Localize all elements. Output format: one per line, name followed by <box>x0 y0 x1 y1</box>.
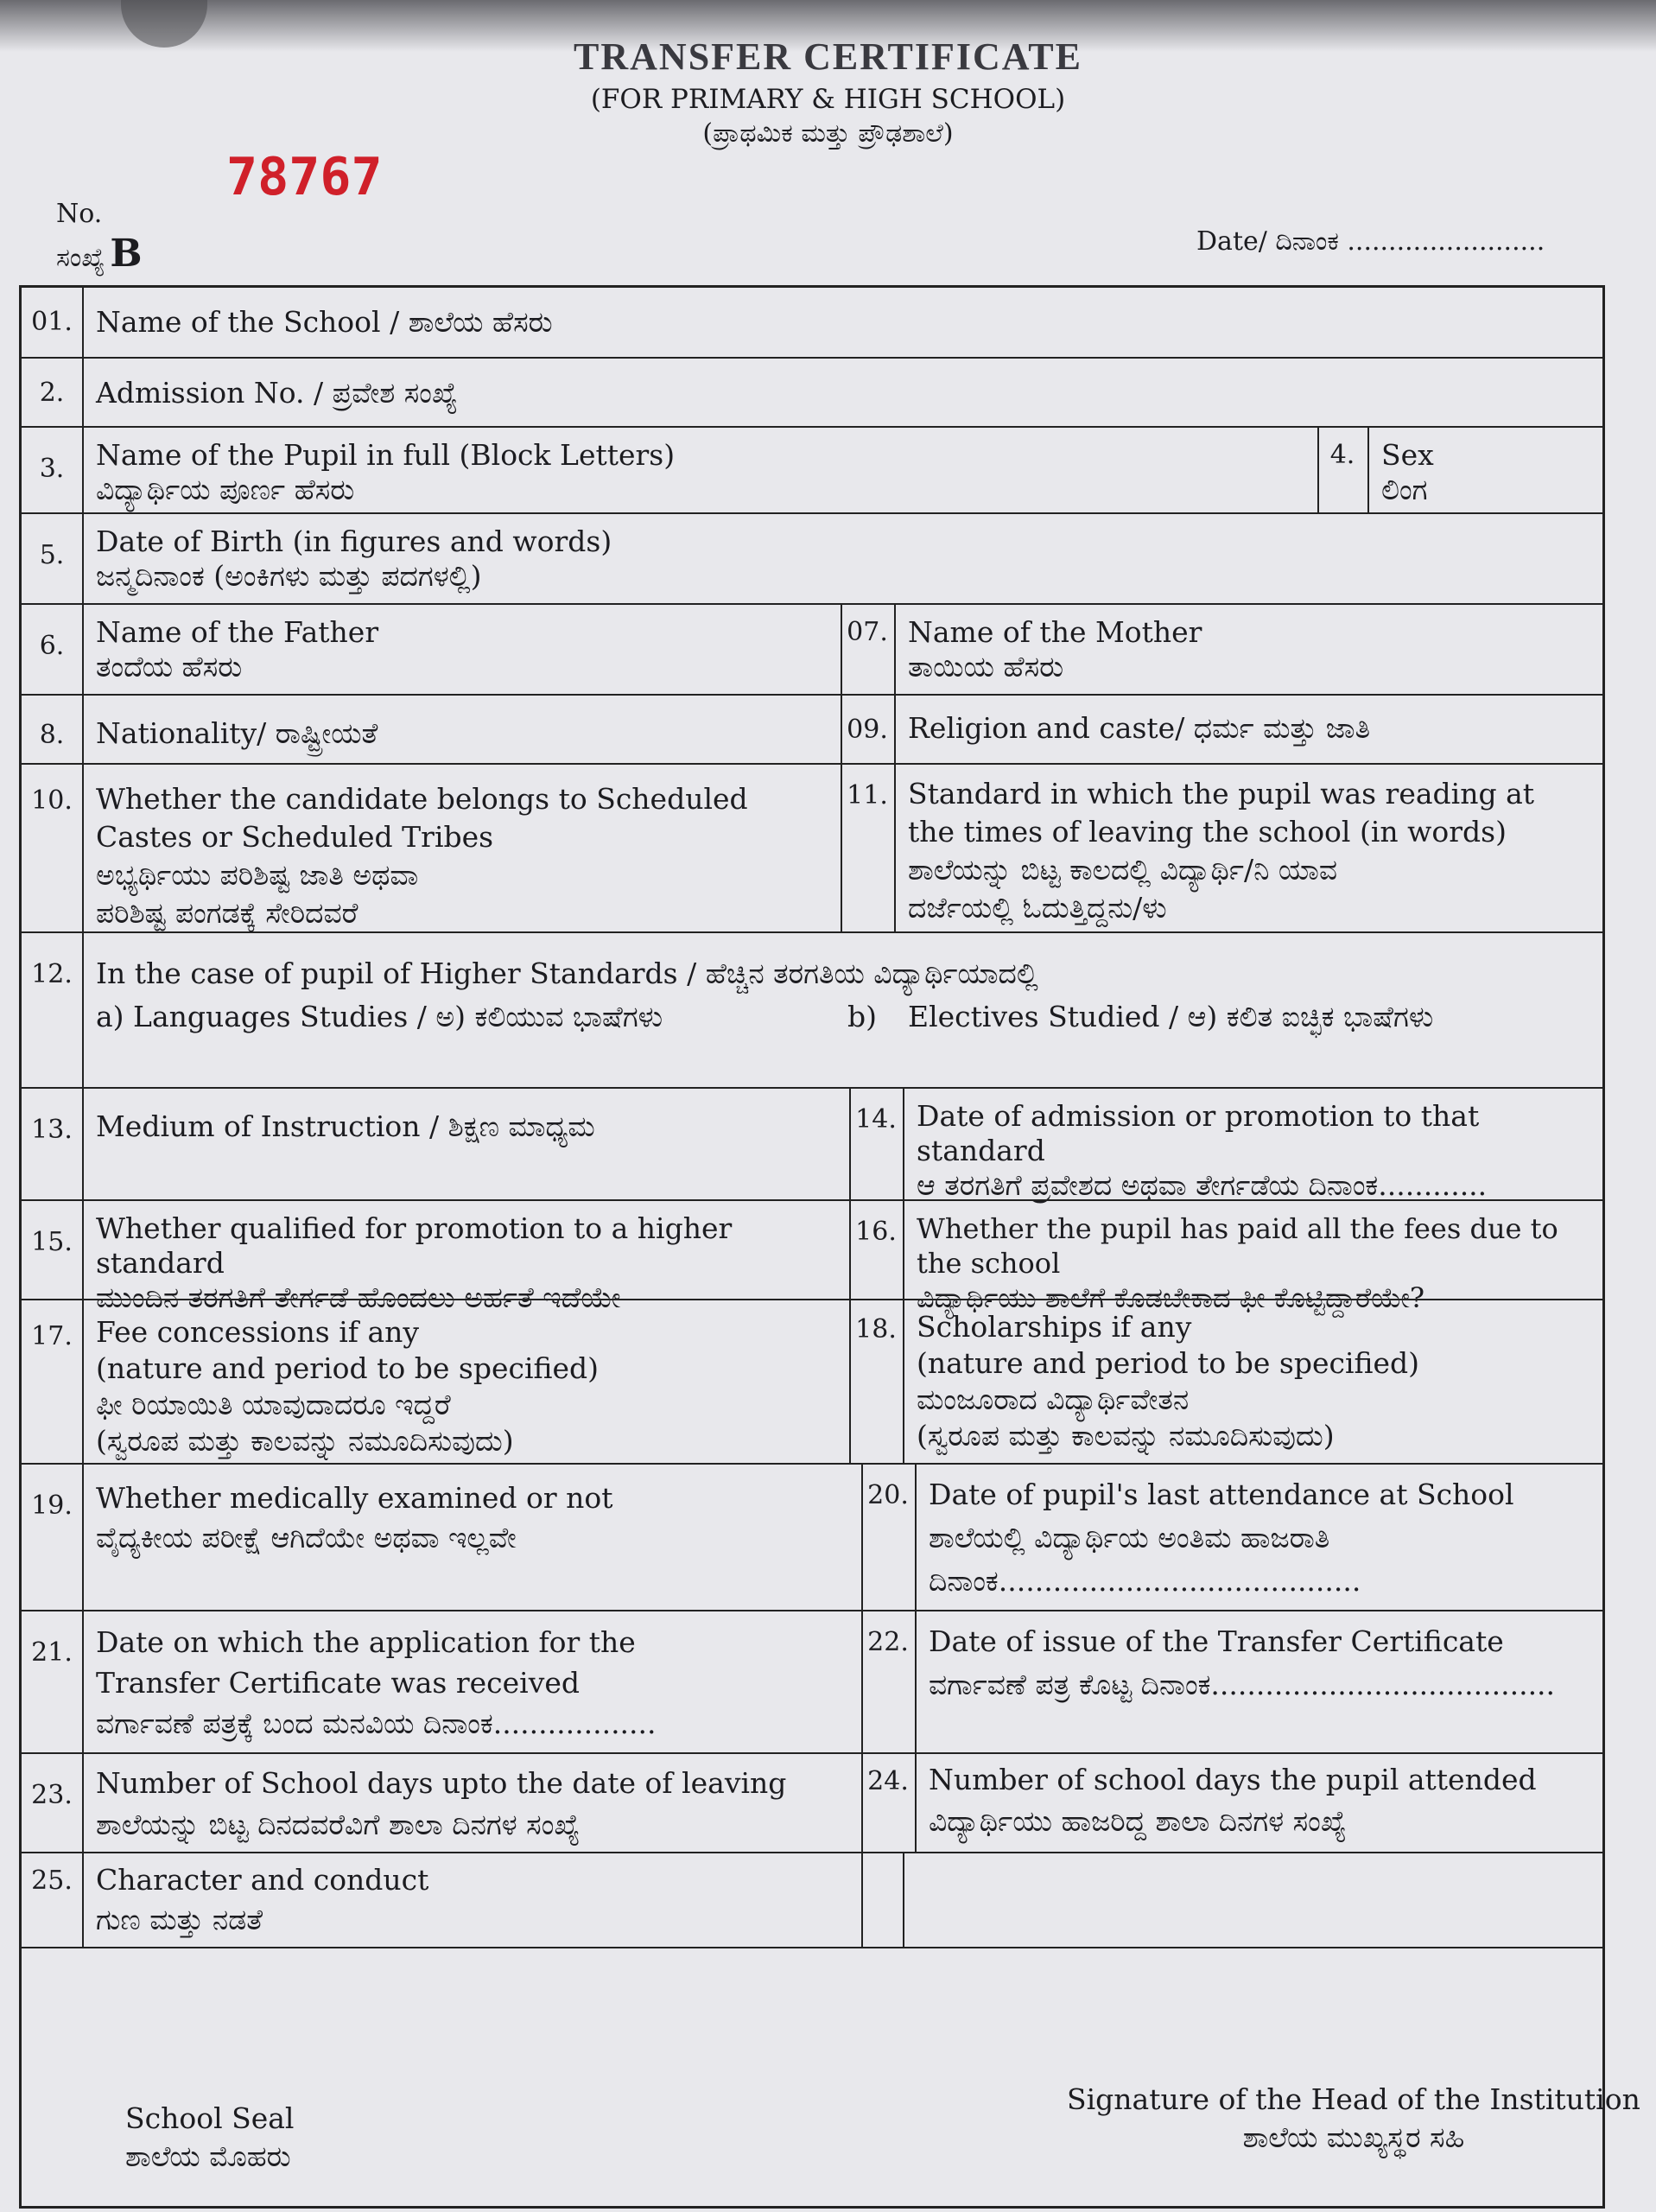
field-number: 16. <box>849 1201 904 1300</box>
field-label-kannada: ಶಾಲೆಯನ್ನು ಬಿಟ್ಟ ದಿನದವರೆವಿಗೆ ಶಾಲಾ ದಿನಗಳ ಸಂಖ್ಯೆ <box>96 1808 581 1841</box>
row-10 <box>22 763 1602 933</box>
field-number: 8. <box>22 696 84 765</box>
field-label-kannada: ಪರಿಶಿಷ್ಟ ಪಂಗಡಕ್ಕೆ ಸೇರಿದವರೆ <box>96 896 358 930</box>
field-label-line: Scholarships if any <box>917 1310 1192 1344</box>
field-number: 09. <box>841 696 896 765</box>
field-label-kannada: (ಸ್ವರೂಪ ಮತ್ತು ಕಾಲವನ್ನು ನಮೂದಿಸುವುದು) <box>96 1424 514 1458</box>
field-label-kannada: ಮಂಜೂರಾದ ವಿದ್ಯಾರ್ಥಿವೇತನ <box>917 1382 1190 1416</box>
field-label-kannada: ಫೀ ರಿಯಾಯಿತಿ ಯಾವುದಾದರೂ ಇದ್ದರೆ <box>96 1388 451 1421</box>
field-number: 18. <box>849 1300 904 1465</box>
signature-area <box>1067 2081 1640 2157</box>
row-02 <box>22 357 1602 428</box>
field-label-line: (nature and period to be specified) <box>917 1346 1420 1380</box>
field-label: Date of Birth (in figures and words) <box>96 524 612 558</box>
field-label-kannada: ಆ ತರಗತಿಗೆ ಪ್ರವೇಶದ ಅಥವಾ ತೇರ್ಗಡೆಯ ದಿನಾಂಕ............ <box>917 1168 1488 1202</box>
field-fees-paid <box>904 1201 1602 1314</box>
field-number: 10. <box>22 765 84 933</box>
row-19 <box>22 1463 1602 1611</box>
field-sex <box>1369 428 1602 514</box>
field-promotion-qualified <box>84 1201 849 1314</box>
no-label-kannada-row <box>56 234 143 278</box>
row-17 <box>22 1299 1602 1465</box>
field-label: Name of the Mother <box>908 615 1202 649</box>
row-01 <box>22 288 1602 357</box>
date-field: Date/ ದಿನಾಂಕ ........................ <box>1196 226 1545 257</box>
field-label: Date of issue of the Transfer Certificate <box>929 1624 1504 1658</box>
field-label: Whether qualified for promotion to a higher standard <box>96 1211 733 1280</box>
signature-label: Signature of the Head of the Institution <box>1067 2082 1640 2116</box>
field-number: 14. <box>849 1089 904 1201</box>
field-label-kannada: ಲಿಂಗ <box>1381 473 1428 506</box>
field-date-of-birth <box>84 514 1602 605</box>
field-father-name <box>84 605 841 696</box>
field-school-days-total <box>84 1754 861 1853</box>
electives-studied-label: Electives Studied / ಆ) ಕಲಿತ ಐಚ್ಛಿಕ ಭಾಷೆಗಳು <box>908 1000 1434 1033</box>
field-label: Number of School days upto the date of leaving <box>96 1766 787 1800</box>
field-label-line: Standard in which the pupil was reading at <box>908 777 1535 810</box>
field-label-kannada: ದರ್ಜೆಯಲ್ಲಿ ಓದುತ್ತಿದ್ದನು/ಳು <box>908 891 1167 925</box>
row-15 <box>22 1199 1602 1314</box>
field-admission-no <box>84 359 1602 428</box>
series-letter: B <box>110 232 143 276</box>
field-medically-examined <box>84 1465 861 1611</box>
field-number: 2. <box>22 359 84 428</box>
field-days-attended <box>917 1754 1602 1853</box>
field-number: 5. <box>22 514 84 605</box>
field-number: 15. <box>22 1201 84 1300</box>
field-label: Sex <box>1381 438 1434 472</box>
row-05 <box>22 512 1602 605</box>
field-number: 01. <box>22 288 84 357</box>
footer-separator <box>22 1947 1602 1948</box>
field-label-kannada: ಶಾಲೆಯಲ್ಲಿ ವಿದ್ಯಾರ್ಥಿಯ ಅಂತಿಮ ಹಾಜರಾತಿ <box>929 1521 1330 1554</box>
serial-number: 78767 <box>226 147 383 207</box>
field-label-line: (nature and period to be specified) <box>96 1351 600 1385</box>
field-standard-at-leaving <box>896 765 1602 933</box>
signature-label-kannada: ಶಾಲೆಯ ಮುಖ್ಯಸ್ಥರ ಸಹಿ <box>1242 2120 1465 2154</box>
field-label-line: Date on which the application for the <box>96 1625 636 1659</box>
field-label-kannada: ವಿದ್ಯಾರ್ಥಿಯು ಶಾಲೆಗೆ ಕೊಡಬೇಕಾದ ಫೀ ಕೊಟ್ಟಿದ್ದಾರೆಯೇ? <box>917 1281 1425 1314</box>
field-admission-promotion-date <box>904 1089 1602 1201</box>
languages-studied-label: a) Languages Studies / ಅ) ಕಲಿಯುವ ಭಾಷೆಗಳು <box>96 1000 663 1033</box>
certificate-header <box>0 35 1656 149</box>
field-number: 21. <box>22 1611 84 1754</box>
field-number: 24. <box>861 1754 917 1853</box>
field-number: 17. <box>22 1300 84 1465</box>
field-label-kannada: ವಿದ್ಯಾರ್ಥಿಯು ಹಾಜರಿದ್ದ ಶಾಲಾ ದಿನಗಳ ಸಂಖ್ಯೆ <box>929 1804 1347 1838</box>
certificate-form <box>19 285 1605 2209</box>
field-school-name <box>84 288 1602 357</box>
field-label-line: Castes or Scheduled Tribes <box>96 820 494 854</box>
field-label-line: Date of pupil's last attendance at School <box>929 1478 1514 1511</box>
field-label: Number of school days the pupil attended <box>929 1763 1537 1796</box>
field-label-kannada: ತಾಯಿಯ ಹೆಸರು <box>908 650 1064 683</box>
field-nationality <box>84 696 841 765</box>
field-religion-caste <box>896 696 1602 765</box>
row-21 <box>22 1610 1602 1754</box>
certificate-subtitle-kannada: (ಪ್ರಾಥಮಿಕ ಮತ್ತು ಪ್ರೌಢಶಾಲೆ) <box>702 118 954 149</box>
field-number: 20. <box>861 1465 917 1611</box>
field-fee-concessions <box>84 1300 849 1465</box>
field-number: 6. <box>22 605 84 696</box>
field-label-line: Transfer Certificate was received <box>96 1666 580 1700</box>
certificate-subtitle: (FOR PRIMARY & HIGH SCHOOL) <box>590 84 1066 115</box>
field-medium-instruction <box>84 1089 849 1201</box>
row-12 <box>22 931 1602 1089</box>
row-13 <box>22 1087 1602 1201</box>
row-06 <box>22 603 1602 696</box>
field-number: 19. <box>22 1465 84 1611</box>
row-08 <box>22 694 1602 765</box>
field-label-kannada: ವರ್ಗಾವಣೆ ಪತ್ರಕ್ಕೆ ಬಂದ ಮನವಿಯ ದಿನಾಂಕ.................. <box>96 1707 657 1740</box>
field-number: 25. <box>22 1853 84 1948</box>
field-scholarships <box>904 1300 1602 1465</box>
field-mother-name <box>896 605 1602 696</box>
row-03 <box>22 426 1602 514</box>
field-pupil-name <box>84 428 1317 514</box>
field-label-kannada: ಮುಂದಿನ ತರಗತಿಗೆ ತೇರ್ಗಡೆ ಹೊಂದಲು ಅರ್ಹತೆ ಇದೆಯೇ <box>96 1281 621 1314</box>
field-scheduled-caste <box>84 765 841 933</box>
field-number: 22. <box>861 1611 917 1754</box>
field-label-kannada: ಶಾಲೆಯನ್ನು ಬಿಟ್ಟ ಕಾಲದಲ್ಲಿ ವಿದ್ಯಾರ್ಥಿ/ನಿ ಯಾವ <box>908 853 1338 887</box>
field-label: Date of admission or promotion to that standard <box>917 1099 1480 1167</box>
electives-letter: b) <box>847 1000 877 1033</box>
field-label: Religion and caste/ ಧರ್ಮ ಮತ್ತು ಜಾತಿ <box>908 711 1371 745</box>
field-label-line: Fee concessions if any <box>96 1315 420 1349</box>
field-last-attendance <box>917 1465 1602 1611</box>
divider <box>903 1853 904 1948</box>
field-label: Whether medically examined or not <box>96 1481 613 1515</box>
field-number: 23. <box>22 1754 84 1853</box>
field-label-line: the times of leaving the school (in words) <box>908 815 1507 849</box>
field-label: Name of the Father <box>96 615 379 649</box>
field-label: Name of the School / ಶಾಲೆಯ ಹೆಸರು <box>96 305 553 339</box>
field-character-conduct <box>84 1853 861 1948</box>
certificate-title: TRANSFER CERTIFICATE <box>574 35 1082 78</box>
field-label-kannada: ವೈದ್ಯಕೀಯ ಪರೀಕ್ಷೆ ಆಗಿದೆಯೇ ಅಥವಾ ಇಲ್ಲವೇ <box>96 1521 517 1554</box>
field-number: 3. <box>22 428 84 514</box>
field-label: Name of the Pupil in full (Block Letters) <box>96 438 676 472</box>
field-label-kannada: ವಿದ್ಯಾರ್ಥಿಯ ಪೂರ್ಣ ಹೆಸರು <box>96 473 355 506</box>
field-application-received <box>84 1611 861 1754</box>
field-label-kannada: ವರ್ಗಾವಣೆ ಪತ್ರ ಕೊಟ್ಟ ದಿನಾಂಕ...................................... <box>929 1668 1556 1701</box>
field-label-kannada: ಜನ್ಮದಿನಾಂಕ (ಅಂಕಿಗಳು ಮತ್ತು ಪದಗಳಲ್ಲಿ) <box>96 559 482 593</box>
school-seal-label: School Seal <box>125 2101 295 2135</box>
field-number: 13. <box>22 1089 84 1201</box>
school-seal-area <box>125 2100 295 2176</box>
field-tc-issue-date <box>917 1611 1602 1754</box>
field-label-kannada: ದಿನಾಂಕ........................................ <box>929 1564 1361 1598</box>
field-label: Whether the pupil has paid all the fees due to the school <box>917 1212 1558 1280</box>
field-label-kannada: ಅಭ್ಯರ್ಥಿಯು ಪರಿಶಿಷ್ಟ ಜಾತಿ ಅಥವಾ <box>96 858 419 892</box>
row-23 <box>22 1752 1602 1853</box>
certificate-number-block <box>56 194 143 278</box>
no-label: No. <box>56 199 103 229</box>
field-label: In the case of pupil of Higher Standards / ಹೆಚ್ಚಿನ ತರಗತಿಯ ವಿದ್ಯಾರ್ಥಿಯಾದಲ್ಲಿ <box>96 957 1038 990</box>
field-label-line: Whether the candidate belongs to Scheduled <box>96 782 748 816</box>
field-label-kannada: ತಂದೆಯ ಹೆಸರು <box>96 650 243 683</box>
divider <box>861 1853 863 1948</box>
no-label-kannada: ಸಂಖ್ಯೆ <box>56 243 105 273</box>
field-number: 12. <box>22 933 84 1089</box>
field-label: Nationality/ ರಾಷ್ಟ್ರೀಯತೆ <box>96 716 378 750</box>
field-label-kannada: (ಸ್ವರೂಪ ಮತ್ತು ಕಾಲವನ್ನು ನಮೂದಿಸುವುದು) <box>917 1419 1335 1452</box>
field-number: 07. <box>841 605 896 696</box>
field-label: Admission No. / ಪ್ರವೇಶ ಸಂಖ್ಯೆ <box>96 376 458 410</box>
field-label: Medium of Instruction / ಶಿಕ್ಷಣ ಮಾಧ್ಯಮ <box>96 1109 595 1143</box>
field-number: 4. <box>1317 428 1369 514</box>
school-seal-label-kannada: ಶಾಲೆಯ ಮೊಹರು <box>125 2139 291 2173</box>
row-25 <box>22 1852 1602 1948</box>
field-number: 11. <box>841 765 896 933</box>
field-label: Character and conduct <box>96 1863 429 1897</box>
field-label-kannada: ಗುಣ ಮತ್ತು ನಡತೆ <box>96 1903 263 1936</box>
field-higher-standards <box>84 933 1602 1089</box>
